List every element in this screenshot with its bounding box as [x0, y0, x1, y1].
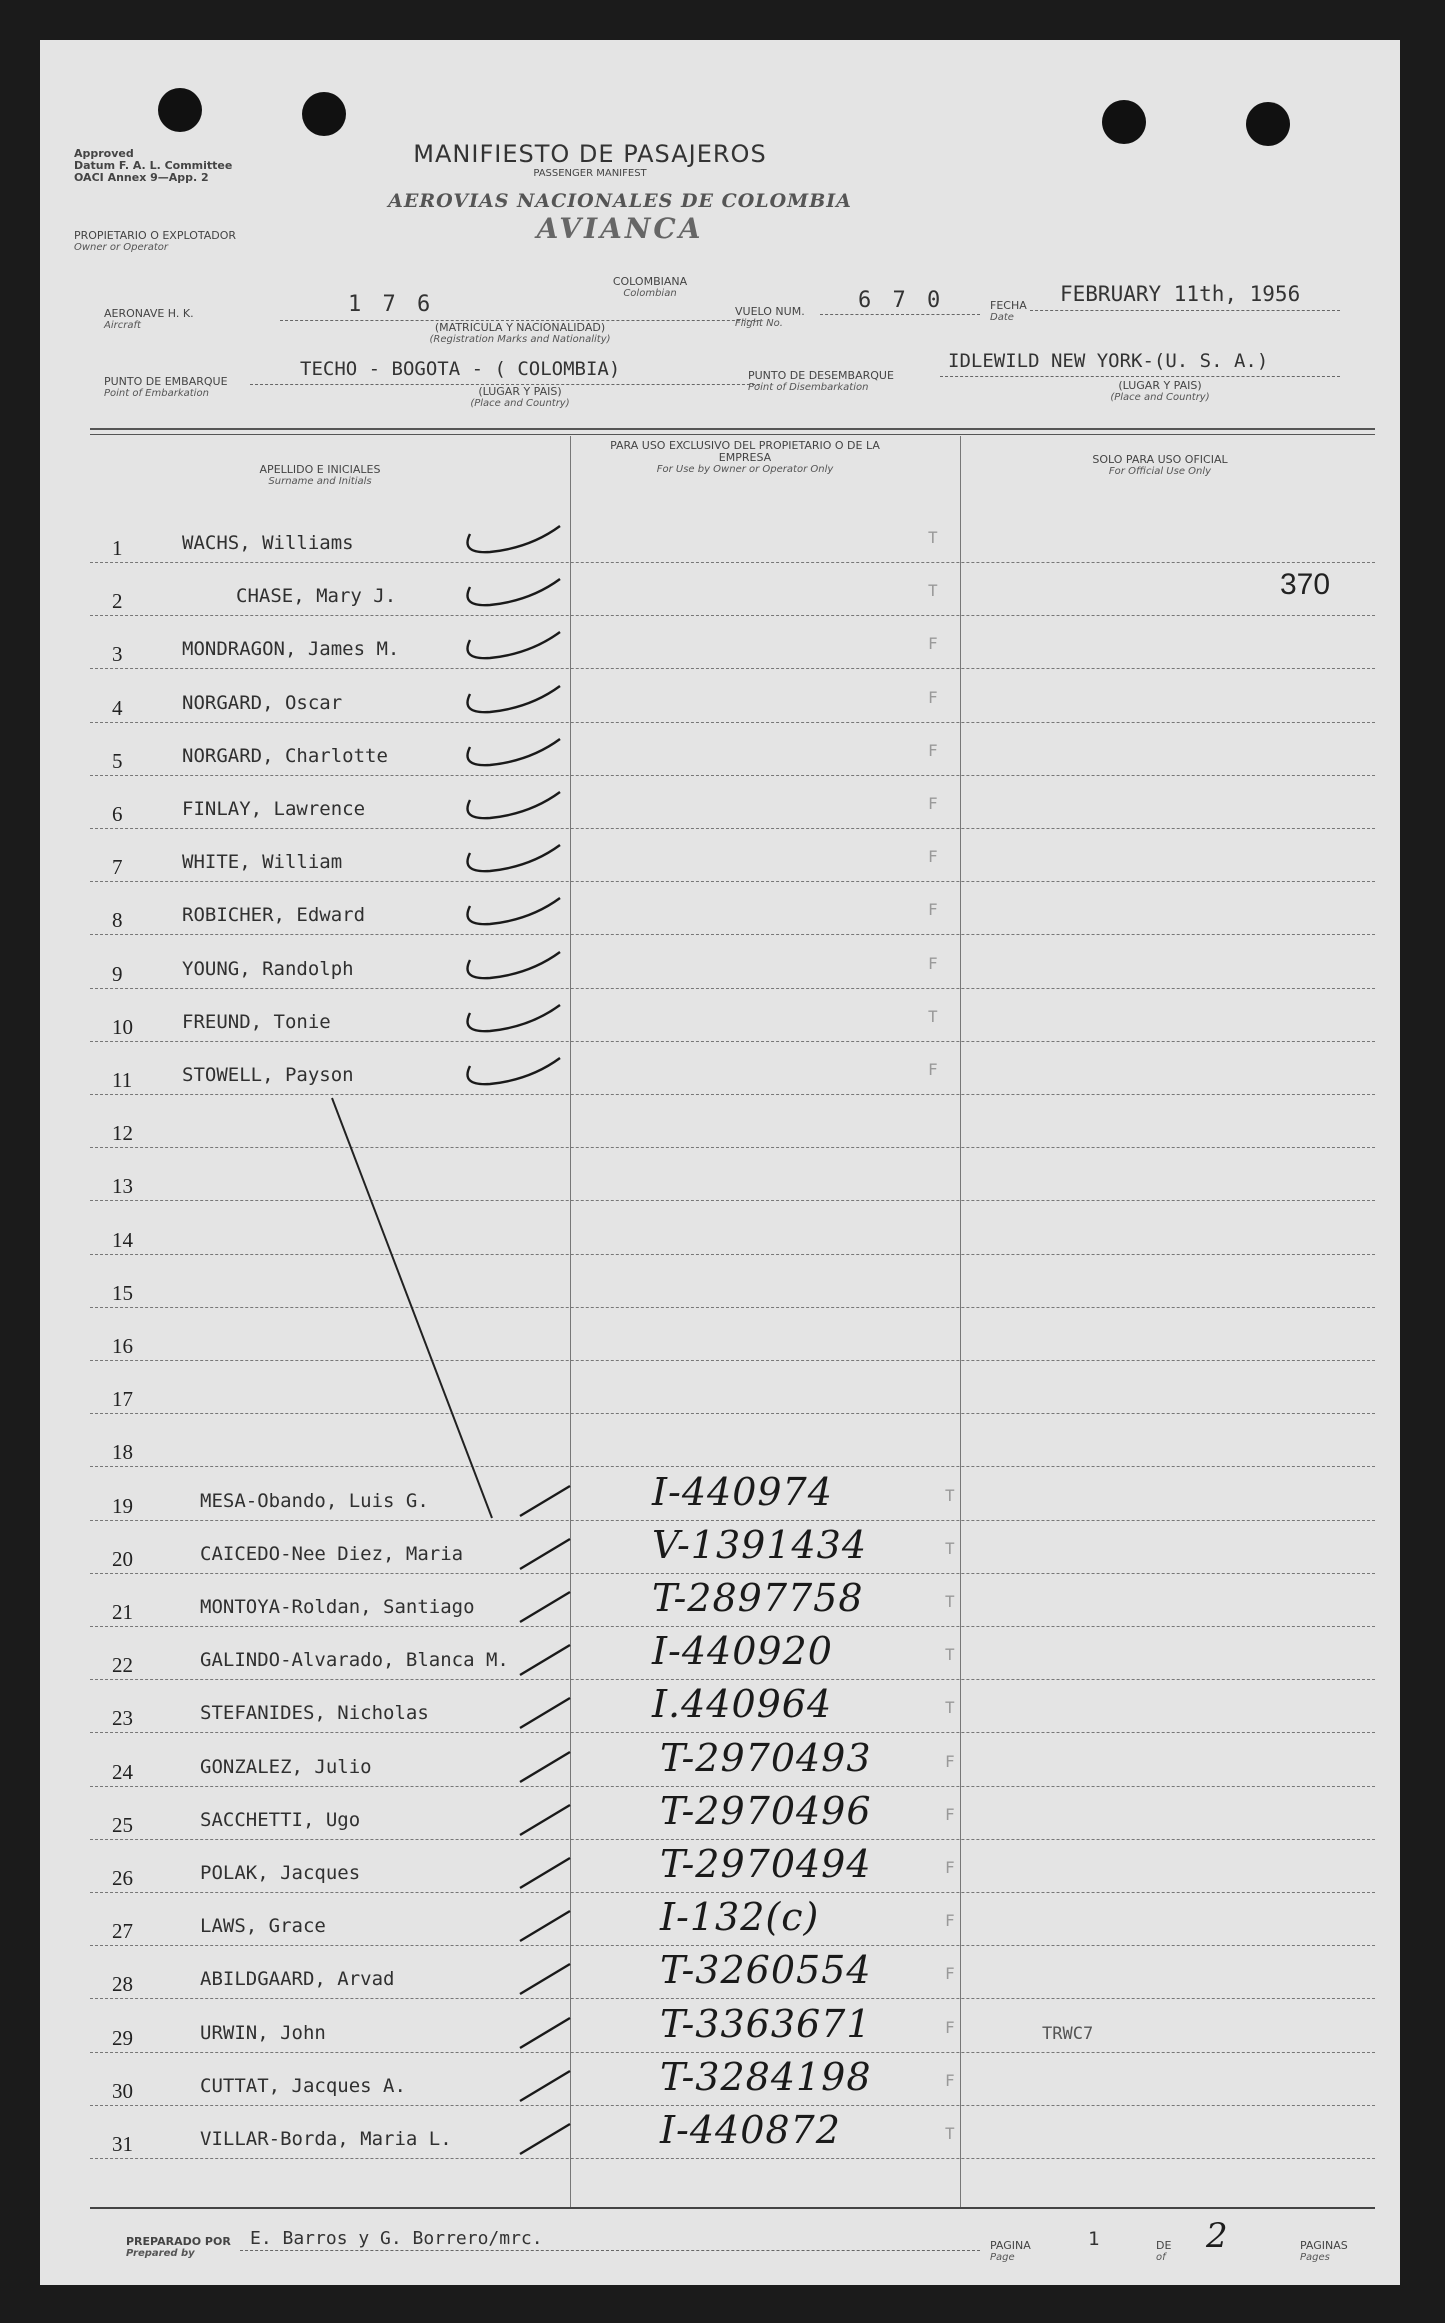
date-value: FEBRUARY 11th, 1956 [1060, 282, 1301, 306]
row-number: 22 [112, 1653, 133, 1677]
check-mark-icon [450, 886, 590, 936]
passenger-code: F [928, 954, 938, 973]
passenger-code: F [928, 741, 938, 760]
official-note: 370 [1280, 568, 1331, 601]
row-rule [90, 1998, 1375, 1999]
passenger-name: SACCHETTI, Ugo [200, 1809, 361, 1831]
passenger-code: T [945, 1645, 955, 1664]
row-rule [90, 1626, 1375, 1627]
row-number: 7 [112, 855, 123, 879]
of-value: 2 [1206, 2216, 1228, 2256]
date-label: FECHA Date [990, 299, 1027, 323]
aircraft-label: AERONAVE H. K. Aircraft [104, 307, 194, 331]
row-rule [90, 1413, 1375, 1414]
passenger-code: F [945, 1805, 955, 1824]
disembark-label: PUNTO DE DESEMBARQUE Point of Disembarkation [748, 369, 894, 393]
passenger-code: T [945, 1539, 955, 1558]
aircraft-value: 1 7 6 [348, 292, 435, 317]
check-mark-icon [450, 567, 590, 617]
check-mark-icon [510, 1738, 650, 1788]
row-number: 18 [112, 1440, 133, 1464]
row-number: 14 [112, 1228, 133, 1252]
passenger-name: ABILDGAARD, Arvad [200, 1968, 395, 1990]
row-rule [90, 1679, 1375, 1680]
passenger-code: F [945, 2018, 955, 2037]
passenger-code: T [945, 2124, 955, 2143]
passenger-code: T [928, 528, 938, 547]
row-rule [90, 615, 1375, 616]
passenger-code: T [945, 1592, 955, 1611]
passenger-name: ROBICHER, Edward [182, 904, 366, 926]
row-rule [90, 1732, 1375, 1733]
col-official-header: SOLO PARA USO OFICIAL For Official Use Only [1092, 453, 1228, 477]
passenger-name: CHASE, Mary J. [236, 585, 397, 607]
check-mark-icon [510, 1950, 650, 2000]
passenger-document: V-1391434 [652, 1523, 868, 1567]
passenger-document: I-132(c) [660, 1895, 820, 1939]
manifest-sheet [40, 40, 1400, 2285]
row-number: 8 [112, 908, 123, 932]
row-number: 9 [112, 962, 123, 986]
page-label: PAGINA Page [990, 2239, 1031, 2263]
check-mark-icon [510, 1631, 650, 1681]
row-number: 12 [112, 1121, 133, 1145]
flight-value: 6 7 0 [858, 288, 945, 313]
row-number: 6 [112, 802, 123, 826]
passenger-name: YOUNG, Randolph [182, 958, 354, 980]
row-number: 24 [112, 1760, 133, 1784]
approval-note: Approved Datum F. A. L. Committee OACI Annex 9—App. 2 [74, 147, 233, 184]
passenger-name: CAICEDO-Nee Diez, Maria [200, 1543, 464, 1565]
row-number: 23 [112, 1706, 133, 1730]
row-rule [90, 775, 1375, 776]
owner-label: PROPIETARIO O EXPLOTADOR Owner or Operator [74, 229, 237, 253]
check-mark-icon [450, 833, 590, 883]
check-mark-icon [450, 940, 590, 990]
col-company-header: PARA USO EXCLUSIVO DEL PROPIETARIO O DE LA EMPRESA For Use by Owner or Operator Only [610, 439, 880, 475]
passenger-document: T-2970494 [660, 1842, 872, 1886]
row-rule [90, 2158, 1375, 2159]
passenger-code: T [928, 1007, 938, 1026]
check-mark-icon [510, 2004, 650, 2054]
check-mark-icon [450, 674, 590, 724]
passenger-document: T-3284198 [660, 2055, 872, 2099]
passenger-code: F [945, 1964, 955, 1983]
row-rule [90, 934, 1375, 935]
row-number: 30 [112, 2079, 133, 2103]
passenger-document: T-3260554 [660, 1948, 872, 1992]
passenger-name: LAWS, Grace [200, 1915, 326, 1937]
punch-hole-icon [1246, 102, 1290, 146]
check-mark-icon [510, 1844, 650, 1894]
check-mark-icon [510, 1472, 650, 1522]
passenger-name: URWIN, John [200, 2022, 326, 2044]
passenger-code: F [945, 2071, 955, 2090]
passenger-name: MESA-Obando, Luis G. [200, 1490, 429, 1512]
airline-name: AEROVIAS NACIONALES DE COLOMBIA [388, 190, 852, 212]
row-rule [90, 1573, 1375, 1574]
row-number: 1 [112, 536, 123, 560]
passenger-document: T-2970496 [660, 1789, 872, 1833]
row-rule [90, 1892, 1375, 1893]
check-mark-icon [450, 727, 590, 777]
passenger-document: T-2970493 [660, 1736, 872, 1780]
check-mark-icon [450, 620, 590, 670]
punch-hole-icon [1102, 100, 1146, 144]
check-mark-icon [450, 993, 590, 1043]
row-rule [90, 722, 1375, 723]
disembark-value: IDLEWILD NEW YORK-(U. S. A.) [948, 350, 1269, 372]
row-rule [90, 1520, 1375, 1521]
row-rule [90, 1839, 1375, 1840]
check-mark-icon [450, 780, 590, 830]
row-rule [90, 988, 1375, 989]
cancel-line [320, 1090, 520, 1530]
passenger-name: FREUND, Tonie [182, 1011, 331, 1033]
row-rule [90, 1307, 1375, 1308]
row-rule [90, 828, 1375, 829]
row-rule [90, 1147, 1375, 1148]
passenger-code: T [945, 1486, 955, 1505]
row-rule [90, 1254, 1375, 1255]
prepared-value: E. Barros y G. Borrero/mrc. [250, 2228, 543, 2249]
flight-label: VUELO NUM. Flight No. [735, 305, 805, 329]
row-number: 16 [112, 1334, 133, 1358]
aircraft-nationality: COLOMBIANA Colombian [612, 275, 688, 299]
check-mark-icon [510, 2057, 650, 2107]
check-mark-icon [450, 1046, 590, 1096]
row-rule [90, 1945, 1375, 1946]
passenger-code: F [945, 1911, 955, 1930]
row-number: 15 [112, 1281, 133, 1305]
row-rule [90, 1200, 1375, 1201]
passenger-name: GALINDO-Alvarado, Blanca M. [200, 1649, 509, 1671]
passenger-name: WHITE, William [182, 851, 343, 873]
passenger-name: VILLAR-Borda, Maria L. [200, 2128, 452, 2150]
passenger-name: MONTOYA-Roldan, Santiago [200, 1596, 475, 1618]
check-mark-icon [510, 1791, 650, 1841]
row-number: 19 [112, 1494, 133, 1518]
check-mark-icon [510, 2110, 650, 2160]
row-number: 13 [112, 1174, 133, 1198]
registration-label: (MATRICULA Y NACIONALIDAD) (Registration Marks and Nationality) [429, 321, 611, 345]
passenger-name: CUTTAT, Jacques A. [200, 2075, 406, 2097]
pages-label: PAGINAS Pages [1300, 2239, 1348, 2263]
of-label: DE of [1156, 2239, 1172, 2263]
row-number: 28 [112, 1972, 133, 1996]
check-mark-icon [510, 1525, 650, 1575]
passenger-name: MONDRAGON, James M. [182, 638, 400, 660]
embark-label: PUNTO DE EMBARQUE Point of Embarkation [104, 375, 228, 399]
airline-logo: AVIANCA [536, 212, 704, 245]
row-rule [90, 1041, 1375, 1042]
row-number: 11 [112, 1068, 133, 1092]
passenger-document: I-440872 [660, 2108, 841, 2152]
passenger-name: POLAK, Jacques [200, 1862, 361, 1884]
row-number: 2 [112, 589, 123, 613]
passenger-code: T [928, 581, 938, 600]
passenger-code: F [928, 900, 938, 919]
passenger-name: STOWELL, Payson [182, 1064, 354, 1086]
passenger-document: T-3363671 [660, 2002, 872, 2046]
official-stamp-note: TRWC7 [1042, 2024, 1094, 2044]
check-mark-icon [510, 1897, 650, 1947]
passenger-name: WACHS, Williams [182, 532, 354, 554]
check-mark-icon [510, 1578, 650, 1628]
passenger-name: STEFANIDES, Nicholas [200, 1702, 429, 1724]
row-rule [90, 1786, 1375, 1787]
disembark-sub: (LUGAR Y PAIS) (Place and Country) [1110, 379, 1210, 403]
row-number: 10 [112, 1015, 133, 1039]
passenger-name: FINLAY, Lawrence [182, 798, 366, 820]
row-number: 5 [112, 749, 123, 773]
col-names-header: APELLIDO E INICIALES Surname and Initials [259, 463, 381, 487]
row-rule [90, 881, 1375, 882]
passenger-code: F [928, 847, 938, 866]
prepared-label: PREPARADO POR Prepared by [126, 2235, 231, 2259]
passenger-code: F [928, 794, 938, 813]
passenger-code: F [928, 634, 938, 653]
passenger-name: GONZALEZ, Julio [200, 1756, 372, 1778]
row-rule [90, 1360, 1375, 1361]
row-rule [90, 2105, 1375, 2106]
row-rule [90, 668, 1375, 669]
row-rule [90, 1094, 1375, 1095]
manifest-title: MANIFIESTO DE PASAJEROS PASSENGER MANIFEST [413, 140, 767, 179]
embark-value: TECHO - BOGOTA - ( COLOMBIA) [300, 358, 621, 380]
punch-hole-icon [302, 92, 346, 136]
row-number: 21 [112, 1600, 133, 1624]
passenger-code: T [945, 1698, 955, 1717]
row-number: 17 [112, 1387, 133, 1411]
row-number: 31 [112, 2132, 133, 2156]
row-number: 3 [112, 642, 123, 666]
embark-sub: (LUGAR Y PAIS) (Place and Country) [470, 385, 570, 409]
passenger-document: I-440974 [652, 1470, 833, 1514]
row-number: 26 [112, 1866, 133, 1890]
passenger-name: NORGARD, Oscar [182, 692, 343, 714]
passenger-document: I-440920 [652, 1629, 833, 1673]
row-number: 20 [112, 1547, 133, 1571]
row-number: 27 [112, 1919, 133, 1943]
passenger-code: F [945, 1858, 955, 1877]
row-number: 25 [112, 1813, 133, 1837]
check-mark-icon [510, 1684, 650, 1734]
punch-hole-icon [158, 88, 202, 132]
row-number: 4 [112, 696, 123, 720]
row-rule [90, 562, 1375, 563]
row-rule [90, 2052, 1375, 2053]
page-value: 1 [1088, 2228, 1100, 2250]
passenger-code: F [945, 1752, 955, 1771]
row-number: 29 [112, 2026, 133, 2050]
passenger-document: T-2897758 [652, 1576, 864, 1620]
passenger-name: NORGARD, Charlotte [182, 745, 388, 767]
passenger-code: F [928, 688, 938, 707]
check-mark-icon [450, 514, 590, 564]
passenger-code: F [928, 1060, 938, 1079]
passenger-document: I.440964 [652, 1682, 833, 1726]
row-rule [90, 1466, 1375, 1467]
